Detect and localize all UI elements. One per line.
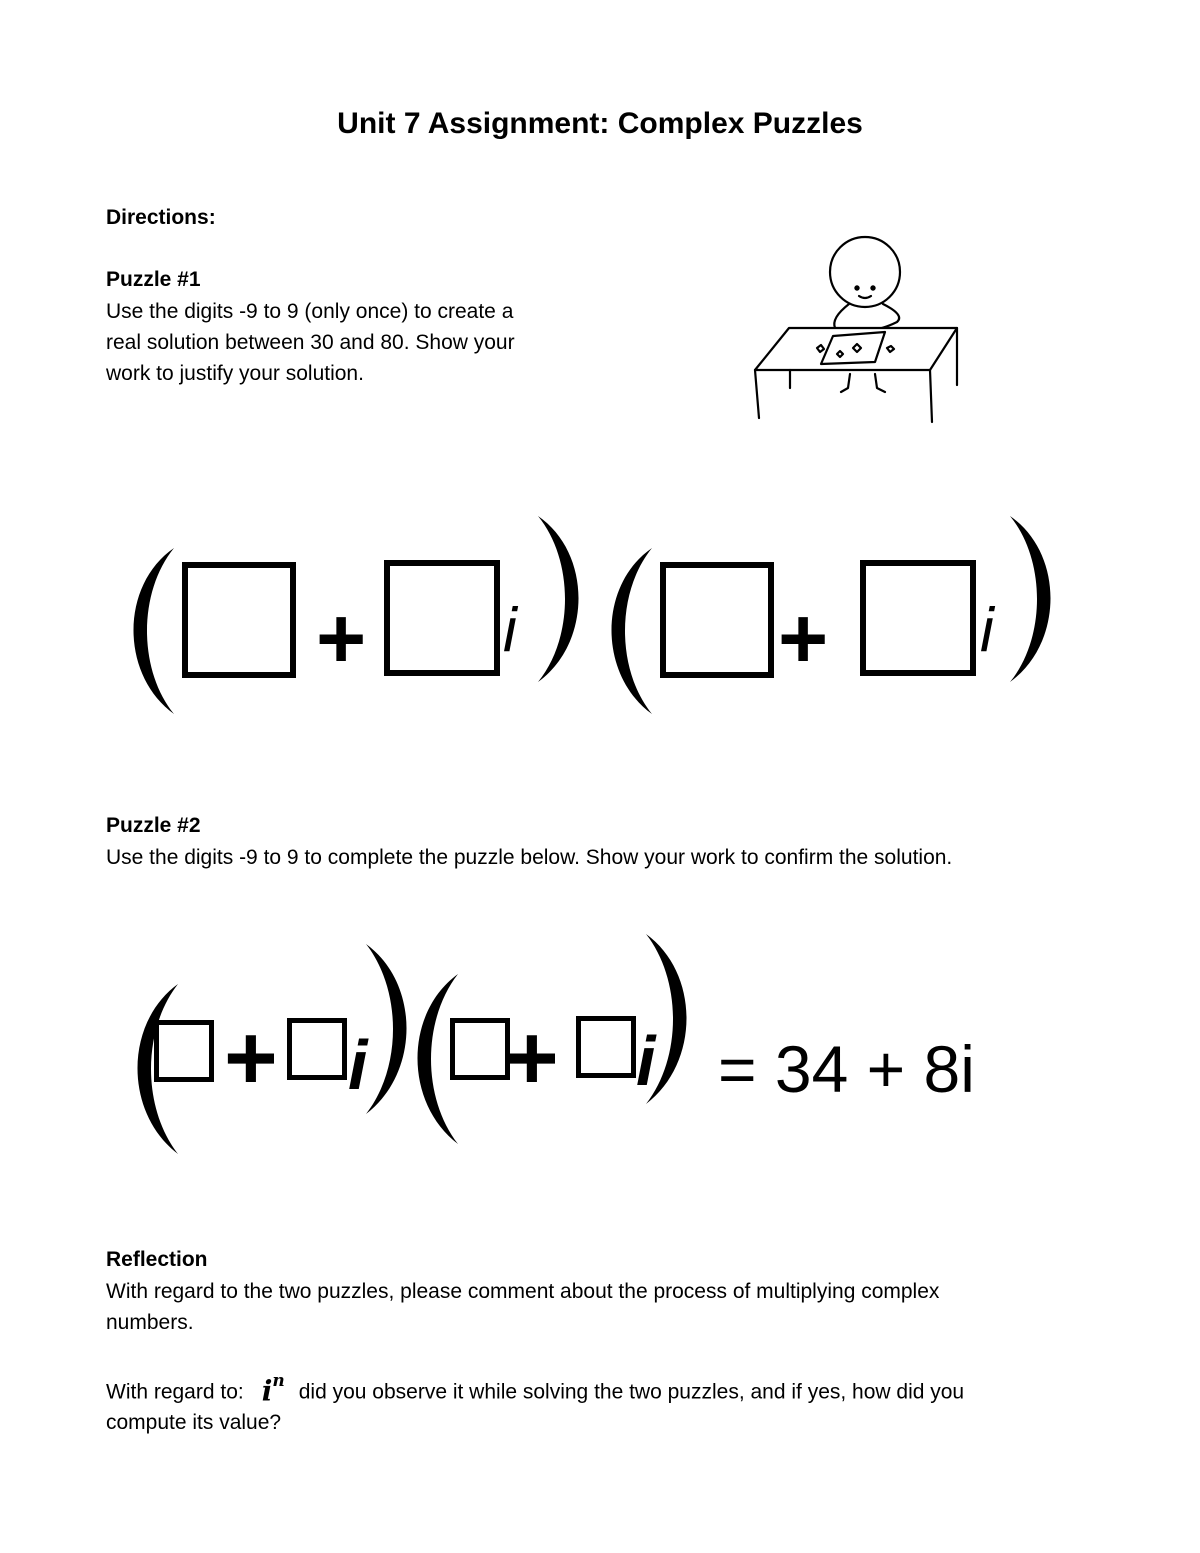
digit-box-7[interactable] [450, 1018, 510, 1080]
reflection-q2-prefix: With regard to: [106, 1380, 244, 1404]
digit-box-3[interactable] [660, 562, 774, 678]
plus-sign-1: + [316, 591, 367, 687]
digit-box-1[interactable] [182, 562, 296, 678]
puzzle2-result: = 34 + 8i [718, 1032, 975, 1106]
directions-heading: Directions: [106, 206, 216, 229]
reflection-q2-line-1 [106, 1368, 1106, 1407]
page-title: Unit 7 Assignment: Complex Puzzles [337, 107, 863, 140]
puzzle1-heading: Puzzle #1 [106, 268, 201, 291]
imaginary-i-4: i [636, 1022, 656, 1100]
close-paren-2 [1004, 508, 1064, 690]
close-paren-4 [640, 928, 700, 1110]
digit-box-6[interactable] [287, 1018, 347, 1080]
puzzle1-line-1: Use the digits -9 to 9 (only once) to create a [106, 300, 514, 323]
open-paren-2 [598, 540, 658, 722]
puzzle1-line-2: real solution between 30 and 80. Show your [106, 331, 515, 354]
reflection-question-2 [106, 1368, 1106, 1438]
close-paren-1 [532, 508, 592, 690]
reflection-q1-line-2: numbers. [106, 1311, 194, 1334]
digit-box-8[interactable] [576, 1016, 636, 1078]
puzzle2-instructions: Use the digits -9 to 9 to complete the puzzle below. Show your work to confirm the solution. [106, 846, 953, 869]
imaginary-i-1: i [503, 596, 517, 665]
reflection-q2-line-2: compute its value? [106, 1411, 282, 1435]
imaginary-i-3: i [348, 1026, 368, 1104]
puzzle1-expression [0, 0, 1200, 760]
i-power-n-symbol [262, 1370, 285, 1406]
digit-box-2[interactable] [384, 560, 500, 676]
n-exponent: n [272, 1371, 285, 1391]
digit-box-4[interactable] [860, 560, 976, 676]
i-base: i [261, 1374, 273, 1408]
reflection-q1-line-1: With regard to the two puzzles, please comment about the process of multiplying complex [106, 1280, 940, 1303]
reflection-question-1 [106, 1276, 1106, 1338]
imaginary-i-2: i [980, 596, 994, 665]
puzzle2-heading: Puzzle #2 [106, 814, 201, 837]
puzzle2-expression [0, 900, 1200, 1180]
digit-box-5[interactable] [154, 1020, 214, 1082]
plus-sign-2: + [778, 591, 829, 687]
open-paren-1 [120, 540, 180, 722]
plus-sign-4: + [505, 1007, 559, 1109]
reflection-q2-suffix: did you observe it while solving the two puzzles, and if yes, how did you [298, 1380, 965, 1404]
plus-sign-3: + [224, 1007, 278, 1109]
reflection-heading: Reflection [106, 1248, 208, 1271]
puzzle1-line-3: work to justify your solution. [106, 362, 364, 385]
